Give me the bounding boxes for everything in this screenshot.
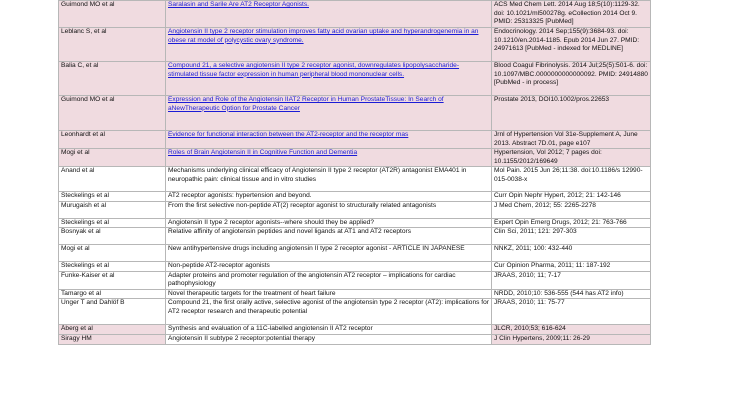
title-cell [166,245,492,262]
title-link-cell[interactable] [166,131,492,149]
author-text: Steckelings et al [61,192,110,199]
author-cell [59,289,166,299]
journal-text: Prostate 2013, DOI10.1002/pros.22653 [494,96,610,103]
author-text: Anand et al [61,167,95,174]
title-text: Angiotensin II type 2 receptor agonists--where should they be applied? [168,218,374,226]
author-cell [59,131,166,149]
journal-cell [492,334,651,344]
journal-cell [492,1,651,28]
journal-cell [492,299,651,325]
author-text: Steckelings et al [61,262,110,270]
author-text: Siragy HM [61,334,92,342]
title-cell [166,262,492,272]
journal-cell [492,149,651,167]
author-text: Bosnyak et al [61,228,101,236]
journal-cell [492,62,651,96]
title-text: Compound 21, the first orally active, selective agonist of the angiotensin type 2 receptor (AT2): implications for AT2 receptor research and therapeutic potential [168,299,489,315]
author-cell [59,299,166,325]
author-cell [59,334,166,344]
author-cell [59,28,166,62]
title-cell [166,167,492,192]
title-link-cell[interactable] [166,62,492,96]
journal-text: JLCR, 2010;53; 616-624 [494,325,566,333]
title-text: Synthesis and evaluation of a 11C-labelled angiotensin II AT2 receptor [168,325,373,333]
title-cell [166,192,492,202]
journal-cell [492,271,651,289]
title-text: Angiotensin II subtype 2 receptor:potential therapy [168,334,315,342]
journal-text: Cur Opinion Pharma, 2011; 11: 187-192 [494,262,611,270]
title-cell [166,334,492,344]
title-link[interactable]: Roles of Brain Angiotensin II in Cognitive Function and Dementia [168,149,358,156]
journal-cell [492,28,651,62]
title-text: Mechanisms underlying clinical efficacy of Angiotensin II type 2 receptor (AT2R) antagonist EMA401 in neuropathic pain: clinical tissue and in vitro studies [168,167,467,183]
journal-cell [492,289,651,299]
journal-text: Curr Opin Nephr Hypert, 2012; 21: 142-146 [494,192,621,199]
title-text: Non-peptide AT2-receptor agonists [168,262,270,270]
journal-cell [492,96,651,131]
table-row [59,325,651,335]
journal-text: J Med Chem, 2012; 55: 2265-2278 [494,201,596,209]
journal-text: Jrnl of Hypertension Vol 31e-Supplement A, June 2013. Abstract 7D.01, page e107 [494,131,638,147]
title-text: Adapter proteins and promoter regulation of the angiotensin AT2 receptor – implications for cardiac pathophysiology [168,271,456,288]
journal-text: Mol Pain. 2015 Jun 26;11:38. doi:10.1186/s 12990-015-0038-x [494,167,643,183]
author-cell [59,218,166,228]
author-cell [59,167,166,192]
title-cell [166,271,492,289]
journal-text: Hypertension, Vol 2012; 7 pages doi: 10.1155/2012/169649 [494,149,602,165]
journal-cell [492,192,651,202]
journal-cell [492,245,651,262]
table-row [59,299,651,325]
table-row [59,96,651,131]
title-link[interactable]: Compound 21, a selective angiotensin II type 2 receptor agonist, downregulates lipopolysaccharide-stimulated tissue factor expression in human peripheral blood mononuclear cells. [168,62,460,78]
table-row [59,271,651,289]
author-text: Mogi et al [61,245,90,253]
journal-text: Blood Coagul Fibrinolysis. 2014 Jul;25(5):501-6. doi: 10.1097/MBC.0000000000000092. PMID: 24914880 [PubMed - in process] [494,62,648,87]
journal-cell [492,228,651,245]
author-text: Leonhardt et al [61,131,105,138]
author-text: Steckelings et al [61,218,110,226]
journal-cell [492,218,651,228]
title-cell [166,289,492,299]
title-text: From the first selective non-peptide AT(2) receptor agonist to structurally related antagonists [168,201,437,209]
journal-cell [492,167,651,192]
author-cell [59,262,166,272]
journal-text: Endocrinology. 2014 Sep;155(9):3684-93. doi: 10.1210/en.2014-1185. Epub 2014 Jun 27. PMID: 24971613 [PubMed - indexed for MEDLINE] [494,28,640,53]
journal-cell [492,262,651,272]
author-cell [59,1,166,28]
table-row [59,131,651,149]
author-cell [59,192,166,202]
references-table-body [59,1,651,345]
title-link-cell[interactable] [166,96,492,131]
table-row [59,245,651,262]
author-cell [59,96,166,131]
journal-text: J Clin Hypertens, 2009;11: 26-29 [494,334,590,342]
journal-cell [492,201,651,218]
journal-text: ACS Med Chem Lett. 2014 Aug 18;5(10):1129-32. doi: 10.1021/ml500278g. eCollection 2014 Oct 9. PMID: 25313325 [PubMed] [494,1,640,26]
title-cell [166,201,492,218]
author-text: Leblanc S, et al [61,28,107,35]
title-text: New antihypertensive drugs including angiotensin II type 2 receptor agonist - ARTICLE IN JAPANESE [168,245,465,253]
author-cell [59,201,166,218]
author-cell [59,149,166,167]
journal-cell [492,131,651,149]
journal-text: Expert Opin Emerg Drugs, 2012; 21: 763-766 [494,218,627,226]
author-text: Guimond MO et al [61,1,115,8]
author-text: Funke-Kaiser et al [61,271,115,279]
title-text: Novel therapeutic targets for the treatment of heart failure [168,289,336,297]
title-cell [166,228,492,245]
journal-text: NNKZ, 2011; 100: 432-440 [494,245,573,253]
author-cell [59,62,166,96]
title-link[interactable]: Evidence for functional interaction between the AT2-receptor and the receptor mas [168,131,409,138]
title-link-cell[interactable] [166,28,492,62]
title-cell [166,299,492,325]
journal-text: Clin Sci, 2011; 121: 297-303 [494,228,577,236]
journal-cell [492,325,651,335]
table-row [59,201,651,218]
table-row [59,289,651,299]
title-link[interactable]: Expression and Role of the Angiotensin IIAT2 Receptor in Human ProstateTissue: In Search of aNewTherapeutic Option for Prostate Cancer [168,96,444,112]
author-text: Guimond MO et al [61,96,115,103]
author-text: Åberg et al [61,325,93,333]
table-row [59,167,651,192]
author-text: Tamargo et al [61,289,101,297]
journal-text: JRAAS, 2010; 11; 7-17 [494,271,561,279]
author-text: Unger T and Dahlöf B [61,299,125,307]
author-text: Balia C, et al [61,62,99,69]
table-row [59,192,651,202]
journal-text: NRDD, 2010;10: 536-555 (544 has AT2 info) [494,289,624,297]
title-link-cell[interactable] [166,1,492,28]
table-row [59,262,651,272]
table-row [59,149,651,167]
table-row [59,28,651,62]
author-cell [59,325,166,335]
table-row [59,228,651,245]
author-cell [59,228,166,245]
author-cell [59,271,166,289]
table-row [59,62,651,96]
author-text: Murugaish et al [61,201,107,209]
title-cell [166,218,492,228]
title-cell [166,325,492,335]
table-row [59,334,651,344]
title-text: AT2 receptor agonists: hypertension and beyond. [168,192,312,199]
references-table [58,0,651,345]
author-text: Mogi et al [61,149,90,156]
title-text: Relative affinity of angiotensin peptides and novel ligands at AT1 and AT2 receptors [168,228,412,236]
title-link-cell[interactable] [166,149,492,167]
journal-text: JRAAS, 2010; 11: 75-77 [494,299,565,307]
table-row [59,218,651,228]
table-row [59,1,651,28]
author-cell [59,245,166,262]
title-link[interactable]: Saralasin and Sarile Are AT2 Receptor Agonists. [168,1,309,8]
title-link[interactable]: Angiotensin II type 2 receptor stimulation improves fatty acid ovarian uptake and hyperandrogenemia in an obese rat model of polycystic ovary syndrome. [168,28,479,44]
